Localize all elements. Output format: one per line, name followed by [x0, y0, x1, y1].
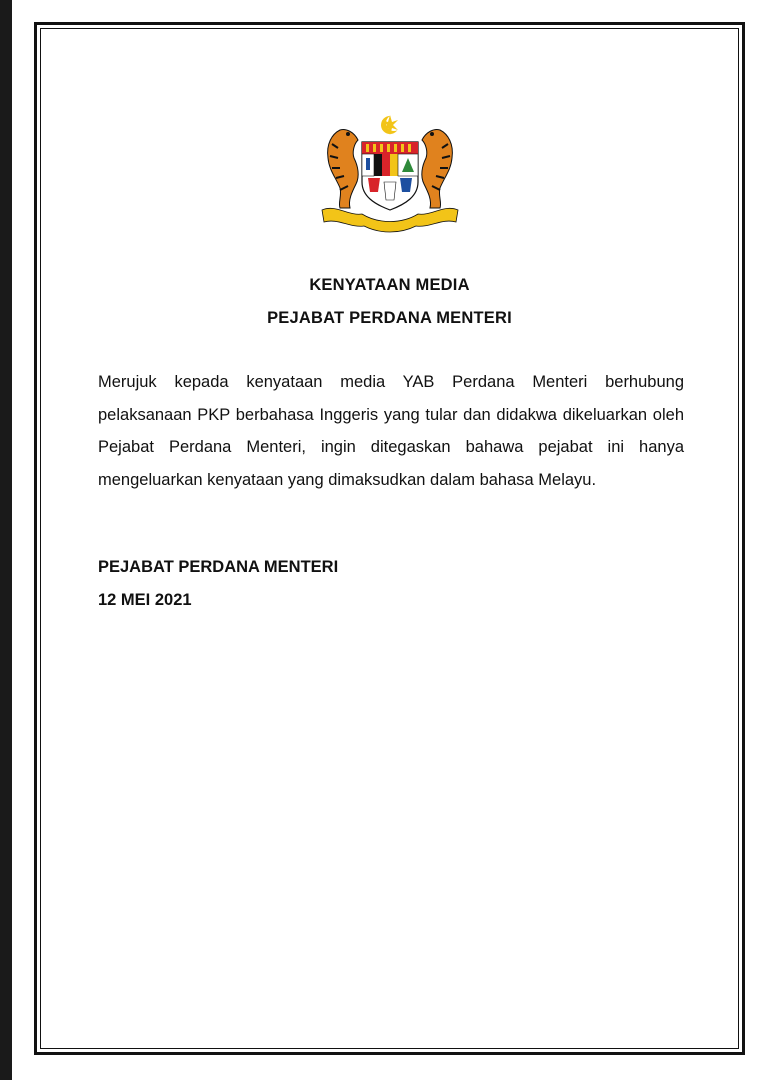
left-tiger-icon	[328, 129, 359, 208]
signature-date: 12 MEI 2021	[98, 591, 192, 609]
shield-icon	[362, 142, 418, 210]
coat-of-arms-emblem	[318, 112, 462, 238]
motto-ribbon-icon	[322, 208, 458, 232]
crescent-star-icon	[381, 115, 402, 135]
left-edge-shadow	[0, 0, 12, 1080]
statement-paragraph: Merujuk kepada kenyataan media YAB Perdana Menteri berhubung pelaksanaan PKP berbahasa Inggeris yang tular dan didakwa dikeluarkan oleh Pejabat Perdana Menteri, ingin ditegaskan bahawa pejabat ini hanya mengeluarkan kenyataan yang dimaksudkan dalam bahasa Melayu.	[98, 373, 684, 489]
heading-kenyataan-media: KENYATAAN MEDIA	[309, 276, 470, 294]
right-tiger-icon	[422, 129, 453, 208]
heading-office: PEJABAT PERDANA MENTERI	[267, 309, 512, 327]
signature-office: PEJABAT PERDANA MENTERI	[98, 558, 339, 576]
